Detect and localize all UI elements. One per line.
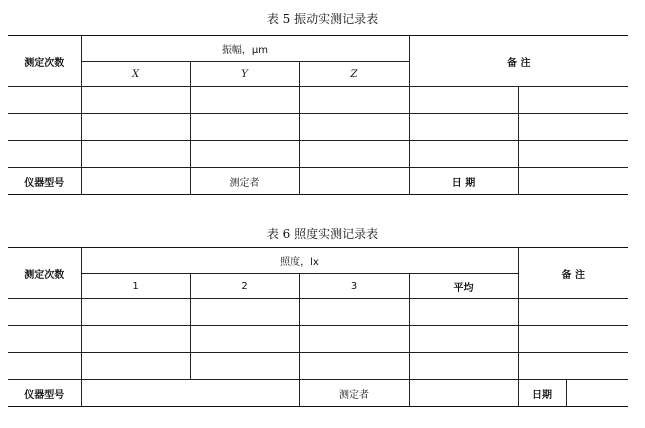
measure-count-header: 测定次数: [8, 248, 81, 299]
instrument-model-value: [81, 380, 299, 407]
table-row: [8, 87, 628, 114]
instrument-model-label: 仪器型号: [8, 380, 81, 407]
axis-y-header: Y: [190, 62, 299, 87]
measurer-value: [299, 168, 409, 195]
remarks-header: 备 注: [409, 36, 628, 87]
axis-z-header: Z: [299, 62, 409, 87]
table5-title: 表 5 振动实测记录表: [266, 12, 379, 26]
measurer-label: 测定者: [299, 380, 409, 407]
remarks-header: 备 注: [518, 248, 628, 299]
amplitude-header: 振幅，μm: [81, 36, 409, 62]
table-row: [8, 299, 628, 326]
date-value: [566, 380, 628, 407]
table-row: [8, 114, 628, 141]
instrument-model-label: 仪器型号: [8, 168, 81, 195]
measure-count-header: 测定次数: [8, 36, 81, 87]
date-label: 日期: [518, 380, 566, 407]
date-label: 日 期: [409, 168, 518, 195]
table6-title: 表 6 照度实测记录表: [266, 227, 379, 241]
vibration-table: [8, 35, 628, 195]
instrument-model-value: [81, 168, 190, 195]
average-header: 平均: [409, 274, 518, 299]
illuminance-table: [8, 247, 628, 407]
col-2-header: 2: [190, 274, 299, 299]
measurer-label: 测定者: [190, 168, 299, 195]
date-value: [518, 168, 628, 195]
table-row: [8, 141, 628, 168]
measurer-value: [409, 380, 518, 407]
col-3-header: 3: [299, 274, 409, 299]
table-row: [8, 353, 628, 380]
illuminance-header: 照度，lx: [81, 248, 518, 274]
table-row: [8, 326, 628, 353]
axis-x-header: X: [81, 62, 190, 87]
col-1-header: 1: [81, 274, 190, 299]
